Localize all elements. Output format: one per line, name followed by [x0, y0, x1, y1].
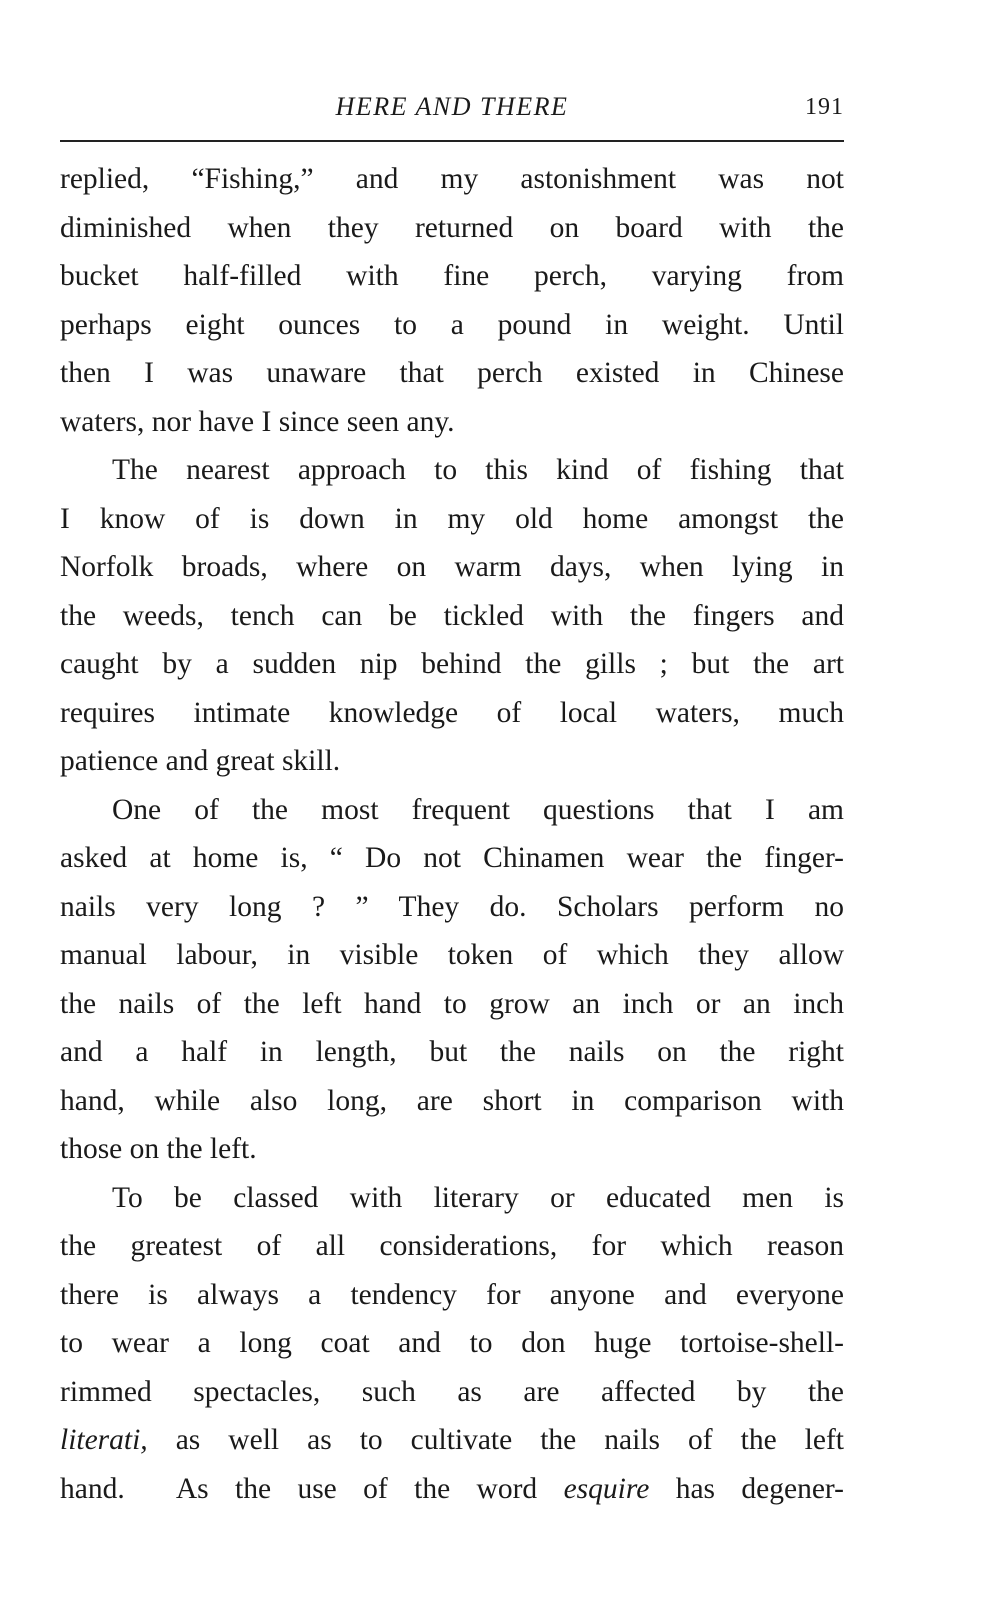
text-line: there is always a tendency for anyone and everyone — [60, 1278, 844, 1311]
text-line: waters, nor have I since seen any. — [60, 405, 455, 438]
text-line: nails very long ? ” They do. Scholars perform no — [60, 890, 844, 923]
text-line: I know of is down in my old home amongst the — [60, 502, 844, 535]
line-fragment: has degener- — [649, 1472, 844, 1505]
text-line: and a half in length, but the nails on the right — [60, 1036, 844, 1068]
text-line: manual labour, in visible token of which they allow — [60, 939, 844, 971]
text-line: to wear a long coat and to don huge tortoise-shell- — [60, 1327, 844, 1359]
text-line: replied, “Fishing,” and my astonishment was not — [60, 163, 844, 195]
text-line: the weeds, tench can be tickled with the fingers and — [60, 599, 844, 632]
italic-word: literati, — [60, 1424, 148, 1456]
line-fragment: as well as to cultivate the nails of the left — [147, 1424, 844, 1456]
text-line: Norfolk broads, where on warm days, when lying in — [60, 551, 844, 583]
text-line: caught by a sudden nip behind the gills ; but the art — [60, 648, 844, 680]
body-text — [60, 155, 844, 1513]
text-line: bucket half-filled with fine perch, varying from — [60, 260, 844, 292]
text-line: then I was unaware that perch existed in Chinese — [60, 357, 844, 389]
running-title: HERE AND THERE — [335, 92, 569, 121]
header-rule — [60, 140, 844, 142]
line-fragment: hand. As the use of the word — [60, 1472, 564, 1505]
text-line: requires intimate knowledge of local waters, much — [60, 696, 844, 729]
text-line: One of the most frequent questions that I am — [112, 793, 844, 826]
text-line: asked at home is, “ Do not Chinamen wear the finger- — [60, 842, 844, 874]
text-line-literati — [60, 1416, 844, 1465]
text-line: perhaps eight ounces to a pound in weight. Until — [60, 308, 844, 341]
text-line: diminished when they returned on board with the — [60, 211, 844, 244]
text-line-esquire — [60, 1465, 844, 1514]
page-header — [60, 88, 844, 128]
text-line: The nearest approach to this kind of fishing that — [112, 454, 844, 486]
text-line: patience and great skill. — [60, 745, 341, 777]
text-line: the nails of the left hand to grow an inch or an inch — [60, 987, 844, 1020]
text-line: hand, while also long, are short in comparison with — [60, 1084, 844, 1117]
text-line: To be classed with literary or educated men is — [112, 1181, 844, 1214]
text-line: rimmed spectacles, such as are affected by the — [60, 1375, 844, 1408]
text-line: the greatest of all considerations, for which reason — [60, 1230, 844, 1262]
text-line: those on the left. — [60, 1133, 257, 1165]
italic-word: esquire — [563, 1472, 650, 1505]
page-number: 191 — [805, 94, 844, 120]
